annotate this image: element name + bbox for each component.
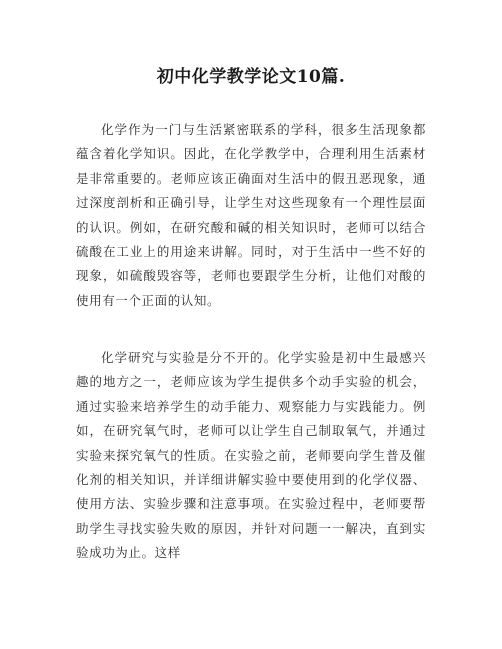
document-title: 初中化学教学论文10篇. xyxy=(156,67,346,87)
paragraph-2: 化学研究与实验是分不开的。化学实验是初中生最感兴趣的地方之一，老师应该为学生提供多个动手实验的机会，通过实验来培养学生的动手能力、观察能力与实践能力。例如，在研究氧气时，老师可以让学生自己制取氧气，并通过实验来探究氧气的性质。在实验之前，老师要向学生普及催化剂的相关知识，并详细讲解实验中要使用到的化学仪器、使用方法、实验步骤和注意事项。在实验过程中，老师要帮助学生寻找实验失败的原因，并针对问题一一解决，直到实验成功为止。这样 xyxy=(76,350,426,561)
paragraph-1: 化学作为一门与生活紧密联系的学科，很多生活现象都蕴含着化学知识。因此，在化学教学中，合理利用生活素材是非常重要的。老师应该正确面对生活中的假丑恶现象，通过深度剖析和正确引导，让学生对这些现象有一个理性层面的认识。例如，在研究酸和碱的相关知识时，老师可以结合硫酸在工业上的用途来讲解。同时，对于生活中一些不好的现象，如硫酸毁容等，老师也要跟学生分析，让他们对酸的使用有一个正面的认知。 xyxy=(76,122,426,308)
